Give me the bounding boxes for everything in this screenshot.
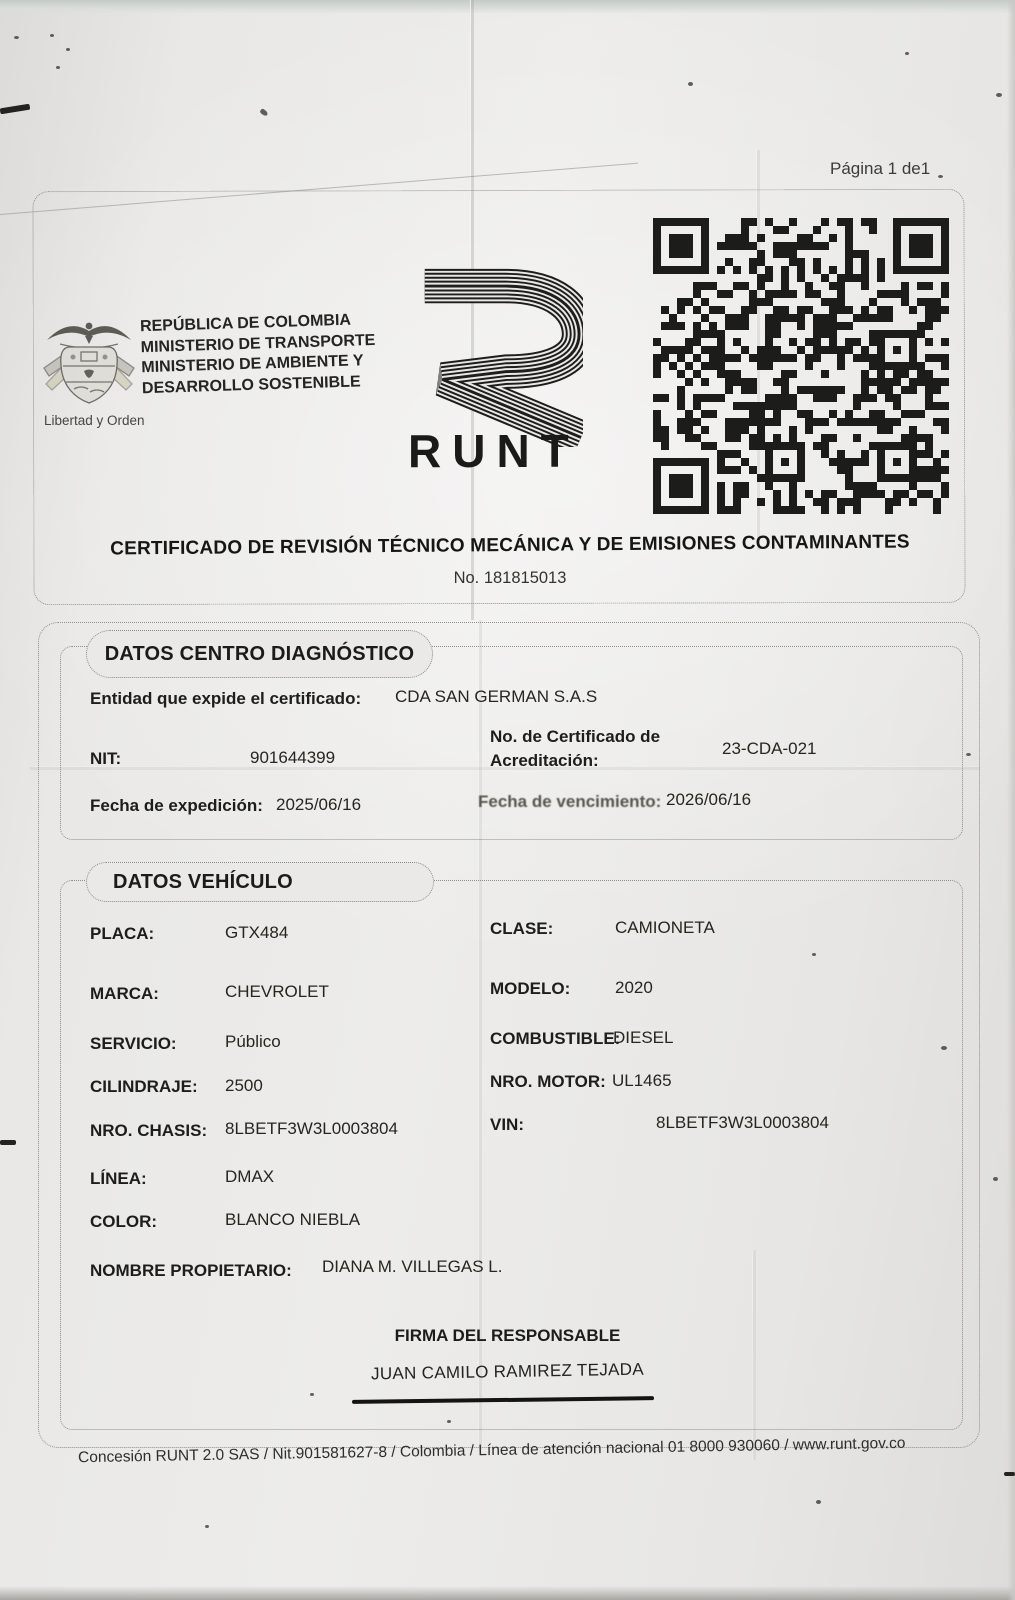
acreditacion-label-line1: No. de Certificado de (490, 727, 661, 746)
section-title-vehiculo: DATOS VEHÍCULO (86, 862, 434, 902)
linea-label: LÍNEA: (90, 1169, 147, 1188)
servicio-value: Público (225, 1032, 281, 1051)
scan-mark (0, 1140, 16, 1145)
expedicion-value: 2025/06/16 (276, 795, 362, 814)
ministry-line: REPÚBLICA DE COLOMBIA (139, 311, 352, 336)
vin-label: VIN: (490, 1115, 524, 1134)
entidad-value: CDA SAN GERMAN S.A.S (395, 687, 598, 706)
signature-name: JUAN CAMILO RAMIREZ TEJADA (370, 1359, 645, 1384)
signature-title: FIRMA DEL RESPONSABLE (394, 1326, 621, 1345)
chasis-value: 8LBETF3W3L0003804 (225, 1119, 398, 1138)
scan-edge-bottom (0, 1586, 1015, 1600)
color-value: BLANCO NIEBLA (225, 1210, 361, 1229)
colombia-coat-of-arms-icon (40, 314, 138, 414)
propietario-label: NOMBRE PROPIETARIO: (90, 1261, 292, 1280)
vencimiento-label: Fecha de vencimiento: (478, 792, 662, 811)
runt-r-logo-icon (411, 249, 583, 447)
nit-value: 901644399 (250, 748, 336, 767)
vehiculo-box (60, 880, 963, 1430)
certificate-title: CERTIFICADO DE REVISIÓN TÉCNICO MECÁNICA Y DE EMISIONES CONTAMINANTES (110, 531, 910, 560)
entidad-label: Entidad que expide el certificado: (90, 689, 362, 708)
runt-wordmark: RUNT (408, 425, 580, 477)
motor-label: NRO. MOTOR: (490, 1072, 606, 1091)
clase-label: CLASE: (490, 919, 554, 938)
color-label: COLOR: (90, 1212, 158, 1231)
chasis-label: NRO. CHASIS: (90, 1121, 208, 1140)
nit-label: NIT: (90, 749, 122, 768)
placa-label: PLACA: (90, 924, 155, 943)
motor-value: UL1465 (612, 1071, 672, 1090)
propietario-value: DIANA M. VILLEGAS L. (322, 1257, 503, 1276)
combustible-value: DIESEL (613, 1028, 674, 1047)
footer-text: Concesión RUNT 2.0 SAS / Nit.901581627-8 / Colombia / Línea de atención nacional 01 8000 930060 / www.runt.gov.co (77, 1434, 906, 1467)
certificate-number: No. 181815013 (453, 569, 567, 587)
servicio-label: SERVICIO: (90, 1034, 177, 1053)
clase-value: CAMIONETA (615, 918, 715, 937)
section-title-centro-diagnostico: DATOS CENTRO DIAGNÓSTICO (86, 630, 433, 678)
ministry-text-block (140, 309, 412, 399)
vencimiento-value: 2026/06/16 (666, 790, 752, 809)
acreditacion-value: 23-CDA-021 (722, 739, 817, 758)
qr-code (653, 218, 949, 514)
marca-label: MARCA: (90, 984, 159, 1003)
linea-value: DMAX (225, 1167, 275, 1186)
coat-of-arms-motto: Libertad y Orden (44, 413, 145, 428)
cilindraje-label: CILINDRAJE: (90, 1077, 198, 1096)
marca-value: CHEVROLET (225, 982, 329, 1001)
modelo-label: MODELO: (490, 979, 571, 998)
scan-edge-top (0, 0, 1015, 14)
ministry-line: MINISTERIO DE TRANSPORTE (140, 331, 376, 356)
scan-mark (0, 104, 30, 115)
ministry-line: DESARROLLO SOSTENIBLE (141, 372, 361, 397)
scan-mark (1004, 1472, 1015, 1476)
ministry-line: MINISTERIO DE AMBIENTE Y (141, 352, 364, 377)
expedicion-label: Fecha de expedición: (90, 796, 263, 815)
page-label: Página 1 de1 (830, 159, 931, 178)
cilindraje-value: 2500 (225, 1076, 263, 1095)
acreditacion-label-line2: Acreditación: (490, 751, 599, 770)
modelo-value: 2020 (615, 978, 653, 997)
combustible-label: COMBUSTIBLE: (490, 1029, 621, 1048)
placa-value: GTX484 (225, 923, 289, 942)
vin-value: 8LBETF3W3L0003804 (656, 1113, 829, 1132)
